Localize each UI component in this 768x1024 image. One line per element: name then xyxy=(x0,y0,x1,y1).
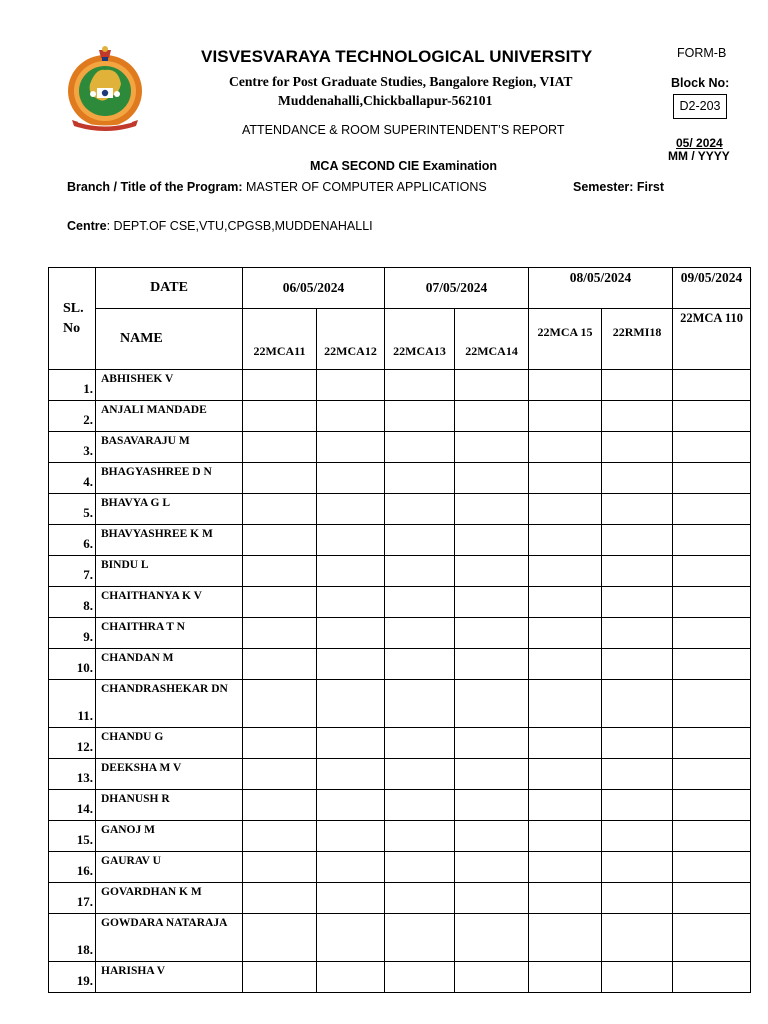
attendance-cell xyxy=(455,525,529,556)
attendance-table xyxy=(48,267,751,993)
attendance-cell xyxy=(673,587,751,618)
attendance-cell xyxy=(317,821,385,852)
row-sl-number: 18. xyxy=(49,914,96,962)
attendance-cell xyxy=(529,790,602,821)
attendance-cell xyxy=(243,463,317,494)
student-name: DHANUSH R xyxy=(96,790,243,821)
header-row-dates xyxy=(49,268,751,309)
attendance-cell xyxy=(529,401,602,432)
attendance-cell xyxy=(673,852,751,883)
attendance-cell xyxy=(317,852,385,883)
student-name: ANJALI MANDADE xyxy=(96,401,243,432)
attendance-cell xyxy=(317,463,385,494)
exam-title: MCA SECOND CIE Examination xyxy=(310,159,498,173)
attendance-cell xyxy=(317,680,385,728)
attendance-cell xyxy=(243,370,317,401)
attendance-cell xyxy=(385,852,455,883)
attendance-cell xyxy=(602,680,673,728)
subject-code: 22RMI18 xyxy=(602,309,673,370)
attendance-cell xyxy=(243,821,317,852)
attendance-cell xyxy=(243,401,317,432)
attendance-cell xyxy=(529,821,602,852)
table-row xyxy=(49,525,751,556)
attendance-cell xyxy=(317,432,385,463)
row-sl-number: 12. xyxy=(49,728,96,759)
student-name: BASAVARAJU M xyxy=(96,432,243,463)
student-name: GOWDARA NATARAJA xyxy=(96,914,243,962)
attendance-cell xyxy=(673,401,751,432)
row-sl-number: 15. xyxy=(49,821,96,852)
attendance-cell xyxy=(243,649,317,680)
subject-code: 22MCA14 xyxy=(455,309,529,370)
block-number-box: D2-203 xyxy=(673,94,727,119)
attendance-cell xyxy=(673,790,751,821)
sl-header: SL. No xyxy=(49,268,96,370)
attendance-cell xyxy=(602,370,673,401)
attendance-cell xyxy=(529,556,602,587)
attendance-cell xyxy=(455,463,529,494)
attendance-cell xyxy=(243,618,317,649)
student-name: BHAGYASHREE D N xyxy=(96,463,243,494)
attendance-cell xyxy=(317,556,385,587)
attendance-cell xyxy=(673,883,751,914)
attendance-cell xyxy=(455,494,529,525)
attendance-cell xyxy=(673,494,751,525)
attendance-cell xyxy=(385,618,455,649)
attendance-cell xyxy=(529,883,602,914)
row-sl-number: 6. xyxy=(49,525,96,556)
attendance-cell xyxy=(243,914,317,962)
student-name: CHANDU G xyxy=(96,728,243,759)
table-row xyxy=(49,680,751,728)
name-header: NAME xyxy=(96,309,243,370)
date-cell: 08/05/2024 xyxy=(529,268,673,309)
attendance-cell xyxy=(673,649,751,680)
attendance-cell xyxy=(602,556,673,587)
attendance-cell xyxy=(529,852,602,883)
row-sl-number: 13. xyxy=(49,759,96,790)
month-year: 05/ 2024 xyxy=(676,136,723,150)
table-row xyxy=(49,649,751,680)
row-sl-number: 7. xyxy=(49,556,96,587)
attendance-cell xyxy=(317,914,385,962)
date-cell: 06/05/2024 xyxy=(243,268,385,309)
attendance-cell xyxy=(385,463,455,494)
attendance-cell xyxy=(673,759,751,790)
attendance-cell xyxy=(455,914,529,962)
student-name: GOVARDHAN K M xyxy=(96,883,243,914)
student-name: CHAITHRA T N xyxy=(96,618,243,649)
attendance-cell xyxy=(673,525,751,556)
row-sl-number: 16. xyxy=(49,852,96,883)
attendance-cell xyxy=(529,432,602,463)
row-sl-number: 5. xyxy=(49,494,96,525)
date-cell: 09/05/2024 xyxy=(673,268,751,309)
attendance-cell xyxy=(317,618,385,649)
attendance-cell xyxy=(529,728,602,759)
attendance-cell xyxy=(602,883,673,914)
date-header: DATE xyxy=(96,268,243,309)
attendance-cell xyxy=(602,587,673,618)
attendance-cell xyxy=(455,790,529,821)
attendance-cell xyxy=(673,680,751,728)
student-name: CHAITHANYA K V xyxy=(96,587,243,618)
table-row xyxy=(49,494,751,525)
attendance-cell xyxy=(602,494,673,525)
subject-code: 22MCA 15 xyxy=(529,309,602,370)
attendance-cell xyxy=(317,494,385,525)
attendance-cell xyxy=(385,680,455,728)
attendance-cell xyxy=(455,852,529,883)
attendance-cell xyxy=(455,587,529,618)
subject-code: 22MCA11 xyxy=(243,309,317,370)
attendance-cell xyxy=(385,556,455,587)
attendance-cell xyxy=(385,821,455,852)
attendance-cell xyxy=(317,883,385,914)
row-sl-number: 3. xyxy=(49,432,96,463)
attendance-cell xyxy=(529,759,602,790)
attendance-cell xyxy=(243,759,317,790)
semester: Semester: First xyxy=(573,180,665,194)
attendance-cell xyxy=(455,432,529,463)
attendance-cell xyxy=(455,821,529,852)
attendance-cell xyxy=(455,728,529,759)
row-sl-number: 9. xyxy=(49,618,96,649)
row-sl-number: 19. xyxy=(49,962,96,993)
attendance-cell xyxy=(529,914,602,962)
attendance-cell xyxy=(385,914,455,962)
centre-value: : DEPT.OF CSE,VTU,CPGSB,MUDDENAHALLI xyxy=(106,219,373,233)
student-name: BHAVYA G L xyxy=(96,494,243,525)
block-label: Block No: xyxy=(671,76,730,90)
attendance-cell xyxy=(385,401,455,432)
attendance-cell xyxy=(385,432,455,463)
centre-line-1: Centre for Post Graduate Studies, Bangalore Region, VIAT xyxy=(229,74,573,89)
attendance-cell xyxy=(243,680,317,728)
table-row xyxy=(49,618,751,649)
table-row xyxy=(49,728,751,759)
month-year-label: MM / YYYY xyxy=(668,149,730,163)
attendance-cell xyxy=(455,883,529,914)
subject-code: 22MCA12 xyxy=(317,309,385,370)
table-row xyxy=(49,587,751,618)
attendance-cell xyxy=(602,914,673,962)
student-name: HARISHA V xyxy=(96,962,243,993)
attendance-cell xyxy=(602,759,673,790)
attendance-cell xyxy=(673,463,751,494)
attendance-cell xyxy=(529,370,602,401)
attendance-cell xyxy=(317,587,385,618)
centre-line xyxy=(67,219,373,233)
attendance-cell xyxy=(602,525,673,556)
branch-line xyxy=(67,180,487,194)
table-row xyxy=(49,852,751,883)
attendance-cell xyxy=(385,587,455,618)
attendance-cell xyxy=(529,680,602,728)
attendance-cell xyxy=(529,463,602,494)
attendance-cell xyxy=(673,962,751,993)
attendance-cell xyxy=(243,432,317,463)
attendance-cell xyxy=(385,494,455,525)
attendance-cell xyxy=(455,962,529,993)
attendance-cell xyxy=(602,790,673,821)
attendance-cell xyxy=(243,525,317,556)
table-row xyxy=(49,370,751,401)
attendance-cell xyxy=(317,401,385,432)
table-row xyxy=(49,759,751,790)
table-row xyxy=(49,821,751,852)
attendance-cell xyxy=(602,463,673,494)
table-row xyxy=(49,463,751,494)
student-name: DEEKSHA M V xyxy=(96,759,243,790)
row-sl-number: 10. xyxy=(49,649,96,680)
row-sl-number: 2. xyxy=(49,401,96,432)
attendance-cell xyxy=(529,525,602,556)
attendance-cell xyxy=(243,728,317,759)
university-title: VISVESVARAYA TECHNOLOGICAL UNIVERSITY xyxy=(201,47,593,66)
attendance-cell xyxy=(673,556,751,587)
attendance-cell xyxy=(317,728,385,759)
attendance-cell xyxy=(455,759,529,790)
row-sl-number: 17. xyxy=(49,883,96,914)
subject-code: 22MCA13 xyxy=(385,309,455,370)
attendance-cell xyxy=(455,649,529,680)
attendance-cell xyxy=(385,759,455,790)
attendance-cell xyxy=(602,432,673,463)
date-cell: 07/05/2024 xyxy=(385,268,529,309)
attendance-cell xyxy=(243,790,317,821)
table-row xyxy=(49,790,751,821)
attendance-cell xyxy=(455,680,529,728)
table-row xyxy=(49,556,751,587)
row-sl-number: 14. xyxy=(49,790,96,821)
row-sl-number: 1. xyxy=(49,370,96,401)
attendance-cell xyxy=(385,790,455,821)
attendance-cell xyxy=(385,525,455,556)
table-row xyxy=(49,432,751,463)
attendance-cell xyxy=(455,370,529,401)
table-row xyxy=(49,962,751,993)
vtu-emblem-icon xyxy=(66,44,144,136)
attendance-cell xyxy=(602,401,673,432)
attendance-cell xyxy=(529,618,602,649)
attendance-cell xyxy=(602,649,673,680)
attendance-cell xyxy=(385,883,455,914)
table-row xyxy=(49,914,751,962)
attendance-cell xyxy=(529,962,602,993)
attendance-cell xyxy=(317,649,385,680)
attendance-cell xyxy=(673,432,751,463)
attendance-cell xyxy=(243,962,317,993)
subject-code: 22MCA 110 xyxy=(673,309,751,370)
attendance-cell xyxy=(529,587,602,618)
attendance-cell xyxy=(455,401,529,432)
attendance-cell xyxy=(602,821,673,852)
attendance-cell xyxy=(317,962,385,993)
attendance-cell xyxy=(673,728,751,759)
table-row xyxy=(49,401,751,432)
attendance-cell xyxy=(673,914,751,962)
attendance-cell xyxy=(317,525,385,556)
attendance-cell xyxy=(243,494,317,525)
attendance-cell xyxy=(243,883,317,914)
attendance-cell xyxy=(529,494,602,525)
branch-value: MASTER OF COMPUTER APPLICATIONS xyxy=(242,180,487,194)
header-row-subjects xyxy=(49,309,751,370)
attendance-cell xyxy=(385,962,455,993)
centre-line-2: Muddenahalli,Chickballapur-562101 xyxy=(278,93,493,108)
form-id: FORM-B xyxy=(677,46,727,60)
attendance-cell xyxy=(317,370,385,401)
student-name: ABHISHEK V xyxy=(96,370,243,401)
attendance-cell xyxy=(317,790,385,821)
branch-label: Branch / Title of the Program: xyxy=(67,180,243,194)
student-name: GANOJ M xyxy=(96,821,243,852)
attendance-cell xyxy=(385,728,455,759)
student-name: BHAVYASHREE K M xyxy=(96,525,243,556)
attendance-cell xyxy=(602,618,673,649)
student-name: CHANDRASHEKAR DN xyxy=(96,680,243,728)
attendance-cell xyxy=(529,649,602,680)
attendance-cell xyxy=(455,556,529,587)
row-sl-number: 8. xyxy=(49,587,96,618)
attendance-cell xyxy=(243,556,317,587)
attendance-cell xyxy=(602,728,673,759)
attendance-cell xyxy=(243,587,317,618)
attendance-cell xyxy=(673,370,751,401)
attendance-cell xyxy=(673,821,751,852)
report-title: ATTENDANCE & ROOM SUPERINTENDENT’S REPORT xyxy=(242,123,565,137)
row-sl-number: 4. xyxy=(49,463,96,494)
attendance-cell xyxy=(455,618,529,649)
attendance-cell xyxy=(243,852,317,883)
table-row xyxy=(49,883,751,914)
attendance-cell xyxy=(317,759,385,790)
attendance-cell xyxy=(673,618,751,649)
attendance-cell xyxy=(385,649,455,680)
row-sl-number: 11. xyxy=(49,680,96,728)
student-name: BINDU L xyxy=(96,556,243,587)
student-name: GAURAV U xyxy=(96,852,243,883)
attendance-cell xyxy=(602,852,673,883)
attendance-cell xyxy=(385,370,455,401)
student-name: CHANDAN M xyxy=(96,649,243,680)
attendance-cell xyxy=(602,962,673,993)
centre-label: Centre xyxy=(67,219,107,233)
